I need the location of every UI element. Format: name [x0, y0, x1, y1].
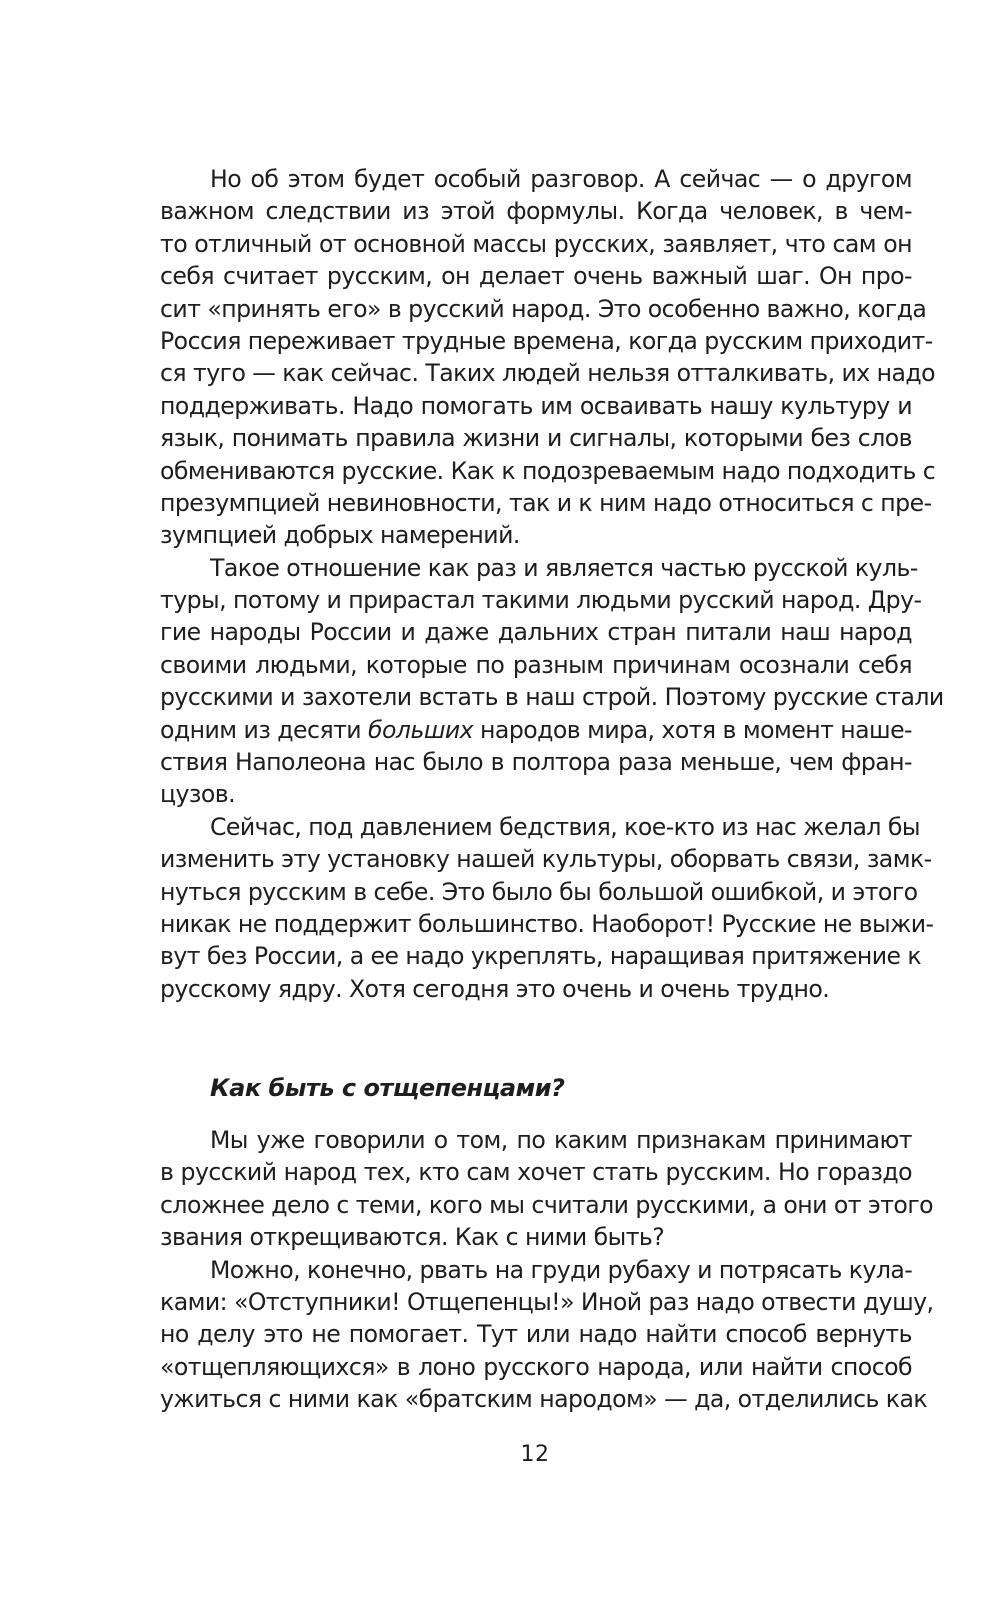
- page-number: 12: [520, 1442, 550, 1467]
- section-heading: Как быть с отщепенцами?: [210, 1074, 565, 1102]
- text-line: «отщепляющихся» в лоно русского народа, или найти способ: [160, 1352, 912, 1381]
- text-line: язык, понимать правила жизни и сигналы, которыми без слов: [160, 424, 912, 453]
- text-line: ся туго — как сейчас. Таких людей нельзя отталкивать, их надо: [160, 359, 936, 388]
- text-line: в русский народ тех, кто сам хочет стать русским. Но гораздо: [160, 1158, 912, 1187]
- text-line: но делу это не помогает. Тут или надо найти способ вернуть: [160, 1320, 912, 1349]
- text-line: обмениваются русские. Как к подозреваемым надо подходить с: [160, 456, 936, 485]
- text-line: ствия Наполеона нас было в полтора раза меньше, чем фран-: [160, 748, 912, 777]
- text-line: русскому ядру. Хотя сегодня это очень и очень трудно.: [160, 974, 830, 1003]
- text-line: Россия переживает трудные времена, когда русским приходит-: [160, 326, 933, 355]
- text-line: гие народы России и даже дальних стран питали наш народ: [160, 618, 912, 647]
- text-line: Но об этом будет особый разговор. А сейчас — о другом: [210, 165, 912, 193]
- text-line: ками: «Отступники! Отщепенцы!» Иной раз надо отвести душу,: [160, 1287, 934, 1316]
- text-line: поддерживать. Надо помогать им осваивать нашу культуру и: [160, 391, 912, 420]
- line-text-before: одним из десяти: [160, 715, 369, 744]
- text-line: сит «принять его» в русский народ. Это особенно важно, когда: [160, 294, 927, 323]
- text-line: туры, потому и прирастал такими людьми русский народ. Дру-: [160, 586, 922, 615]
- text-line: звания открещиваются. Как с ними быть?: [160, 1223, 665, 1252]
- emphasized-word: больших: [368, 715, 474, 744]
- text-line: сложнее дело с теми, кого мы считали русскими, а они от этого: [160, 1190, 934, 1219]
- text-line: вут без России, а ее надо укреплять, наращивая притяжение к: [160, 942, 922, 971]
- text-line: ужиться с ними как «братским народом» — да, отделились как: [160, 1385, 928, 1414]
- text-line: Мы уже говорили о том, по каким признакам принимают: [210, 1126, 912, 1154]
- text-line: важном следствии из этой формулы. Когда человек, в чем-: [160, 197, 912, 226]
- text-line: своими людьми, которые по разным причинам осознали себя: [160, 650, 912, 679]
- text-line-with-emphasis: [160, 714, 912, 746]
- text-block-main: [160, 163, 944, 1005]
- text-line: презумпцией невиновности, так и к ним надо относиться с пре-: [160, 488, 932, 517]
- line-text-after: народов мира, хотя в момент наше-: [473, 715, 912, 744]
- text-line: никак не поддержит большинство. Наоборот! Русские не выжи-: [160, 909, 934, 938]
- text-line: нуться русским в себе. Это было бы большой ошибкой, и этого: [160, 877, 918, 906]
- text-line: русскими и захотели встать в наш строй. Поэтому русские стали: [160, 683, 944, 712]
- text-line: цузов.: [160, 780, 236, 809]
- text-line: изменить эту установку нашей культуры, оборвать связи, замк-: [160, 845, 932, 874]
- text-line: Можно, конечно, рвать на груди рубаху и потрясать кула-: [210, 1255, 913, 1284]
- text-line: то отличный от основной массы русских, заявляет, что сам он: [160, 229, 912, 258]
- text-line: себя считает русским, он делает очень важный шаг. Он про-: [160, 262, 912, 291]
- text-line: зумпцией добрых намерений.: [160, 521, 520, 550]
- text-block-section: [160, 1124, 934, 1416]
- text-line: Сейчас, под давлением бедствия, кое-кто из нас желал бы: [210, 812, 920, 841]
- text-line: Такое отношение как раз и является частью русской куль-: [210, 553, 918, 582]
